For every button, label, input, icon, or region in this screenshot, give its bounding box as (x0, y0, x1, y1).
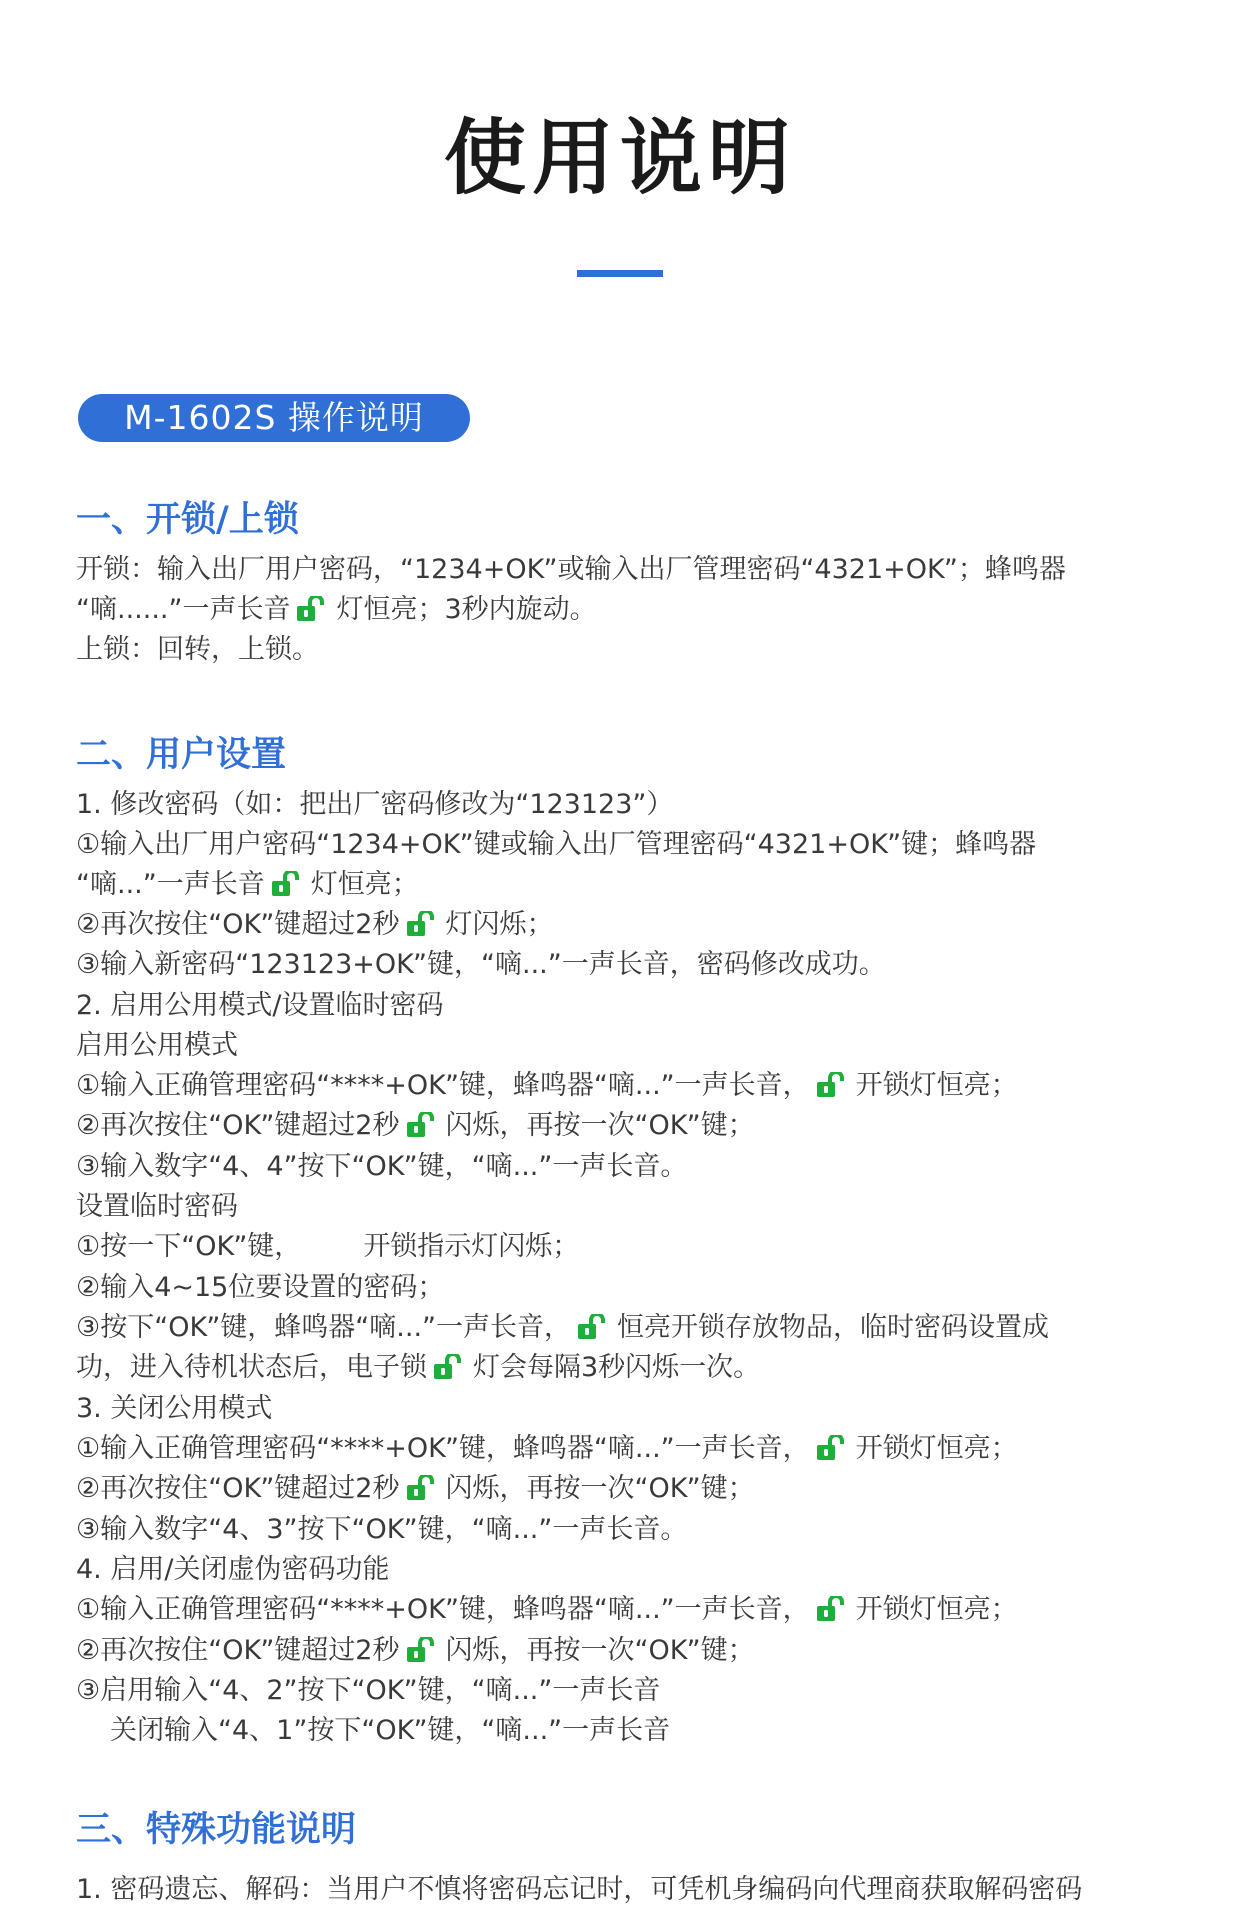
page-title: 使用说明 (443, 111, 796, 206)
text-fragment: 闪烁，再按一次“OK”键； (445, 1635, 755, 1666)
section-title-unlock: 一、开锁/上锁 (76, 500, 299, 540)
unlock-icon (577, 1314, 611, 1340)
text-fragment: 灯闪烁； (445, 909, 554, 940)
text-fragment: “嘀......”一声长音 (76, 594, 291, 625)
unlock-icon (406, 1637, 440, 1663)
text-line: ③输入数字“4、4”按下“OK”键，“嘀...”一声长音。 (76, 1151, 688, 1182)
text-fragment: ②再次按住“OK”键超过2秒 (76, 909, 400, 940)
page-bottom-clip (0, 1862, 1240, 1920)
unlock-icon (271, 871, 305, 897)
unlock-icon (816, 1072, 850, 1098)
text-line (76, 865, 419, 905)
unlock-icon (296, 596, 330, 622)
text-line: ①输入出厂用户密码“1234+OK”键或输入出厂管理密码“4321+OK”键；蜂鸣器 (76, 829, 1037, 860)
section-title-special-functions: 三、特殊功能说明 (76, 1810, 357, 1850)
text-line: 1. 修改密码（如：把出厂密码修改为“123123”） (76, 789, 674, 820)
text-line: ③启用输入“4、2”按下“OK”键，“嘀...”一声长音 (76, 1675, 661, 1706)
text-fragment: ③按下“OK”键，蜂鸣器“嘀...”一声长音， (76, 1312, 572, 1343)
text-fragment: ②再次按住“OK”键超过2秒 (76, 1110, 400, 1141)
text-line (76, 1590, 1018, 1630)
text-fragment: ②再次按住“OK”键超过2秒 (76, 1473, 400, 1504)
text-line: 4. 启用/关闭虚伪密码功能 (76, 1554, 390, 1585)
text-line: 设置临时密码 (76, 1191, 238, 1222)
unlock-icon (816, 1435, 850, 1461)
text-line: 1. 密码遗忘、解码：当用户不慎将密码忘记时，可凭机身编码向代理商获取解码密码 (76, 1874, 1083, 1905)
text-line (76, 1469, 755, 1509)
text-line (76, 1227, 579, 1267)
text-line: ③输入数字“4、3”按下“OK”键，“嘀...”一声长音。 (76, 1514, 688, 1545)
text-line (76, 1066, 1018, 1106)
model-badge: M-1602S 操作说明 (78, 394, 470, 442)
text-line (76, 1348, 760, 1388)
text-fragment: 开锁指示灯闪烁； (363, 1231, 580, 1262)
text-line (76, 1308, 1049, 1348)
unlock-icon (406, 911, 440, 937)
text-line: 2. 启用公用模式/设置临时密码 (76, 990, 444, 1021)
text-line (76, 590, 597, 630)
text-line: 开锁：输入出厂用户密码，“1234+OK”或输入出厂管理密码“4321+OK”；蜂鸣器 (76, 554, 1066, 585)
section-title-user-settings: 二、用户设置 (76, 735, 287, 775)
text-line: 上锁：回转，上锁。 (76, 634, 319, 665)
text-fragment: ①输入正确管理密码“****+OK”键，蜂鸣器“嘀...”一声长音， (76, 1433, 810, 1464)
text-fragment: ①按一下“OK”键， (76, 1231, 302, 1262)
text-line (76, 1429, 1018, 1469)
text-fragment: 功，进入待机状态后，电子锁 (76, 1352, 427, 1383)
text-fragment: ①输入正确管理密码“****+OK”键，蜂鸣器“嘀...”一声长音， (76, 1070, 810, 1101)
unlock-icon (433, 1354, 467, 1380)
text-line: 关闭输入“4、1”按下“OK”键，“嘀...”一声长音 (110, 1715, 671, 1746)
text-fragment: 灯恒亮； (310, 869, 419, 900)
text-fragment: 恒亮开锁存放物品，临时密码设置成 (617, 1312, 1050, 1343)
text-line (76, 905, 554, 945)
text-line: 3. 关闭公用模式 (76, 1393, 273, 1424)
text-fragment: ②再次按住“OK”键超过2秒 (76, 1635, 400, 1666)
text-fragment: 闪烁，再按一次“OK”键； (445, 1110, 755, 1141)
text-line: 启用公用模式 (76, 1030, 238, 1061)
text-fragment: “嘀...”一声长音 (76, 869, 265, 900)
text-fragment: 灯会每隔3秒闪烁一次。 (473, 1352, 761, 1383)
title-underline (577, 270, 663, 277)
unlock-icon (816, 1596, 850, 1622)
text-line (76, 1106, 755, 1146)
text-fragment: 开锁灯恒亮； (855, 1070, 1018, 1101)
text-fragment: 灯恒亮；3秒内旋动。 (336, 594, 597, 625)
text-line: ②输入4~15位要设置的密码； (76, 1272, 445, 1303)
text-line: ③输入新密码“123123+OK”键，“嘀...”一声长音，密码修改成功。 (76, 949, 886, 980)
text-fragment: 开锁灯恒亮； (855, 1433, 1018, 1464)
unlock-icon (406, 1112, 440, 1138)
text-fragment: ①输入正确管理密码“****+OK”键，蜂鸣器“嘀...”一声长音， (76, 1594, 810, 1625)
unlock-icon (406, 1475, 440, 1501)
text-fragment: 开锁灯恒亮； (855, 1594, 1018, 1625)
text-fragment: 闪烁，再按一次“OK”键； (445, 1473, 755, 1504)
text-line (76, 1631, 755, 1671)
